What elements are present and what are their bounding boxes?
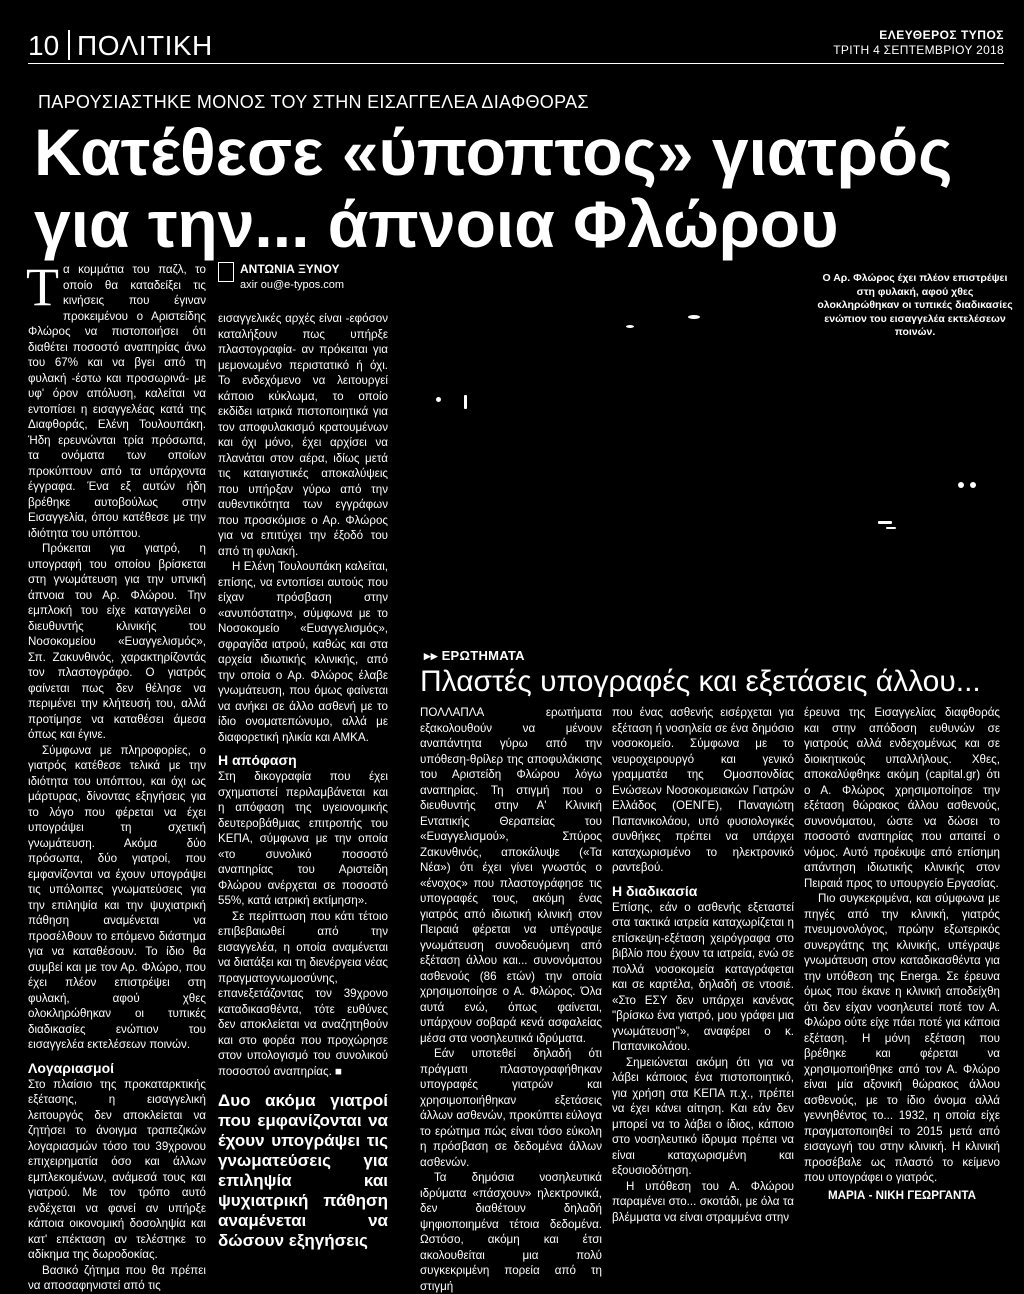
body-paragraph: Επίσης, εάν ο ασθενής εξεταστεί στα τακτικά ιατρεία καταχωρίζεται η επίσκεψη-εξέταση χειρόγραφα στο βιβλίο που έχουν τα ιατρεία, ενώ σε πολλά νοσοκομεία καταγράφεται και σε καρτέλα, δηλαδή σε ντοσιέ. «Στο ΕΣΥ δεν υπάρχει κανένας "βρίσκω ένα γιατρό, μου γράφει μια γνωμάτευση"», αναφέρει ο κ. Παπανικολάου.: [612, 900, 794, 1053]
section-title: ΠΟΛΙΤΙΚΗ: [77, 30, 213, 61]
sidebar-signature: ΜΑΡΙΑ - ΝΙΚΗ ΓΕΩΡΓΑΝΤΑ: [828, 1188, 976, 1202]
photo-highlight: [626, 325, 634, 328]
body-paragraph: που ένας ασθενής εισέρχεται για εξέταση ή νοσηλεία σε ένα δημόσιο νοσοκομείο. Σύμφωνα με το νευροχειρουργό και γενικό γραμματέα της Ομοσπονδίας Ενώσεων Νοσοκομειακών Γιατρών Ελλάδος (ΟΕΝΓΕ), Παναγιώτη Παπανικολάου, υπό φυσιολογικές συνθήκες πρέπει να υπάρχει καταχωρισμένο το ηλεκτρονικό ραντεβού.: [612, 706, 794, 874]
header-rule: [28, 63, 1004, 64]
issue-date: ΤΡΙΤΗ 4 ΣΕΠΤΕΜΒΡΙΟΥ 2018: [833, 43, 1004, 57]
sidebar-column-3: [804, 705, 1000, 1203]
headline-line-1: Κατέθεσε «ύποπτος» γιατρός: [34, 115, 953, 189]
page-number: 10: [28, 30, 60, 61]
photo-highlight: [688, 315, 700, 319]
body-paragraph: έρευνα της Εισαγγελίας διαφθοράς και στην απόδοση ευθυνών σε γιατρούς αλλά ενδεχομένως και σε διοικητικούς υπαλλήλους. Χθες, αποκαλύφθηκε ακόμη (capital.gr) ότι ο Α. Φλώρος χρησιμοποίησε την εξέταση θώρακος άλλου ασθενούς, συνονόματου, ώστε να δώσει το ποσοστό αναπηρίας που απαιτεί ο νόμος. Αυτό προέκυψε από επίσημη απάντηση ιδιωτικής κλινικής στον Πειραιά προς το υπουργείο Εργασίας.: [804, 706, 1000, 890]
sidebar-headline: Πλαστές υπογραφές και εξετάσεις άλλου...: [420, 665, 981, 698]
body-paragraph: Τα δημόσια νοσηλευτικά ιδρύματα «πάσχουν» ηλεκτρονικά, δεν διαθέτουν δηλαδή ψηφιοποιημένα τέτοια δεδομένα. Ωστόσο, ακόμη και έτσι ακολουθείται μια πολύ συγκεκριμένη πορεία από τη στιγμή: [420, 1171, 602, 1293]
sidebar-tag: ▸▸ ΕΡΩΤΗΜΑΤΑ: [424, 648, 525, 663]
body-paragraph: Στο πλαίσιο της προκαταρκτικής εξέτασης, η εισαγγελική λειτουργός δεν αποκλείεται να ζητήσει το άνοιγμα τραπεζικών λογαριασμών τόσο του 39χρονου επιχειρηματία όσο και άλλων εμπλεκομένων, ανάμεσά τους και γιατρού. Με τον τρόπο αυτό ενδέχεται να φανεί αν υπήρξε κάποια οικονομική δοσοληψία και κατ' επέκταση αν τελέστηκε το αδίκημα της δωροδοκίας.: [28, 1077, 206, 1261]
subheading: Η απόφαση: [218, 752, 297, 768]
article-column-1: [26, 257, 206, 1294]
photo-highlight: [436, 397, 441, 402]
pull-quote: Δυο ακόμα γιατροί που εμφανίζονται να έχουν υπογράψει τις γνωματεύσεις για επιληψία και ψυχιατρική πάθηση αναμένεται να δώσουν εξηγήσεις: [218, 1091, 388, 1250]
subheading: Η διαδικασία: [612, 882, 698, 899]
body-paragraph: Εάν υποτεθεί δηλαδή ότι πράγματι πλαστογραφήθηκαν υπογραφές γιατρών και χρησιμοποιήθηκαν εξετάσεις άλλων ασθενών, προκύπτει εύλογα το ερώτημα πώς είναι τόσο εύκολη η πρόσβαση σε δεδομένα άλλων ασθενών.: [420, 1047, 602, 1169]
photo-highlight: [970, 482, 976, 488]
body-paragraph: Στη δικογραφία που έχει σχηματιστεί περιλαμβάνεται και η απόφαση της υγειονομικής δευτεροβάθμιας επιτροπής του ΚΕΠΑ, σύμφωνα με την οποία «το συνολικό ποσοστό αναπηρίας του Αριστείδη Φλώρου ανέρχεται σε ποσοστό 55%, κατά ιατρική εκτίμηση».: [218, 770, 388, 907]
body-paragraph: Η υπόθεση του Α. Φλώρου παραμένει στο... σκοτάδι, με όλα τα βλέμματα να είναι στραμμένα στην: [612, 1179, 794, 1224]
body-paragraph: ΠΟΛΛΑΠΛΑ ερωτήματα εξακολουθούν να μένουν αναπάντητα γύρω από την υπόθεση-θρίλερ της αποφυλάκισης του Αριστείδη Φλώρου λόγω αναπηρίας. Τη στιγμή που ο διευθυντής στην Α' Κλινική Εντατικής Θεραπείας του «Ευαγγελισμού», Σπύρος Ζακυνθινός, αποκάλυψε («Τα Νέα») ότι έχει γίνει γνωστός ο «ένοχος» που πλαστογράφησε τις υπογραφές τους, ακόμη ένας γιατρός από ιδιωτική κλινική στον Πειραιά φέρεται να υπέγραψε γνωμάτευση συνοδευόμενη από εξέταση άλλου και... συνονόματου ασθενούς (86 ετών) την οποία χρησιμοποίησε ο Α. Φλώρος. Όλα αυτά ενώ, όπως φαίνεται, υπάρχουν σοβαρά κενά ασφαλείας μέσα στα νοσηλευτικά ιδρύματα.: [420, 706, 602, 1045]
drop-cap: Τ: [26, 257, 59, 317]
author-email: axir ou@e-typos.com: [240, 278, 345, 291]
body-paragraph: Σε περίπτωση που κάτι τέτοιο επιβεβαιωθεί από την εισαγγελέα, η οποία αναμένεται να διατάξει και τη διενέργεια νέας πραγματογνωμοσύνης, επανεξετάζοντας τον 39χρονο καταδικασθέντα, τότε ευθύνες δεν αποκλείεται να αναζητηθούν και στο φορέα που προχώρησε στον υπολογισμό του συνολικού ποσοστού αναπηρίας. ■: [218, 909, 388, 1078]
publication-name: ΕΛΕΥΘΕΡΟΣ ΤΥΠΟΣ: [879, 28, 1004, 42]
body-paragraph: Σύμφωνα με πληροφορίες, ο γιατρός κατέθεσε τελικά με την ιδιότητα του υπόπτου, και όχι ως μάρτυρας, δίνοντας εξηγήσεις για το λόγο που φέρεται να έχει υπογράψει τη σχετική γνωμάτευση. Ακόμα δύο πρόσωπα, δύο γιατροί, που εμφανίζονται να έχουν υπογράψει τις υπόλοιπες γνωματεύσεις για την επιληψία και την ψυχιατρική πάθηση αναμένεται να προσέλθουν το επόμενο διάστημα για να καταθέσουν. Το ίδιο θα συμβεί και με τον Αρ. Φλώρο, που έχει πλέον επιστρέψει στη φυλακή, αφού χθες ολοκληρώθηκαν οι τυπικές διαδικασίες ενώπιον του εισαγγελέα εκτελέσεων ποινών.: [28, 743, 206, 1051]
paragraph-text: α κομμάτια του παζλ, το οποίο θα καταδείξει τις κινήσεις που έγιναν προκειμένου ο Αριστείδης Φλώρος να πιστοποιήσει ότι διαθέτει ποσοστό αναπηρίας άνω του 67% και να βγει από τη φυλακή -έστω και προσωρινά- με υφ' όρον απόλυση, καλείται να εντοπίσει η εισαγγελέας κατά της Διαφθοράς, Ελένη Τουλουπάκη. Ήδη ερευνώνται τρία πρόσωπα, τα ονόματα των οποίων προκύπτουν από τα υπάρχοντα έγγραφα. Ένα εξ αυτών ήδη βρέθηκε αυτοβούλως στην Εισαγγελία, όπου κατέθεσε με την ιδιότητα του υπόπτου.: [28, 263, 206, 540]
article-overline: ΠΑΡΟΥΣΙΑΣΤΗΚΕ ΜΟΝΟΣ ΤΟΥ ΣΤΗΝ ΕΙΣΑΓΓΕΛΕΑ ΔΙΑΦΘΟΡΑΣ: [38, 92, 589, 112]
author-icon: [218, 262, 234, 282]
body-paragraph: εισαγγελικές αρχές είναι -εφόσον καταλήξουν πως υπήρξε πλαστογραφία- αν πρόκειται για μεμονωμένο περιστατικό ή όχι. Το ενδεχόμενο να λειτουργεί κάποιο κύκλωμα, το οποίο εκδίδει ιατρικά πιστοποιητικά για τον αποφυλακισμό κρατουμένων και όχι μόνο, έχει αρχίσει να πλανάται στον αέρα, ιδίως μετά τις καταιγιστικές αποκαλύψεις που υπήρξαν γύρω από την αυθεντικότητα των εγγράφων που προσκόμισε ο Αρ. Φλώρος για να επιτύχει την έξοδό του από τη φυλακή.: [218, 312, 388, 558]
header-divider: [68, 30, 70, 60]
body-paragraph: Η Ελένη Τουλουπάκη καλείται, επίσης, να εντοπίσει αυτούς που είχαν πρόσβαση στην «ανυπόστατη», σύμφωνα με το Νοσοκομείο «Ευαγγελισμός», σφραγίδα ιατρού, καθώς και στα αρχεία ιδιωτικής κλινικής, από την οποία ο Αρ. Φλώρος έλαβε γνωμάτευση, που όμως φαίνεται να ανήκει σε άλλο ασθενή με το ίδιο ονοματεπώνυμο, αλλά με διαφορετική ηλικία και ΑΜΚΑ.: [218, 560, 388, 744]
body-paragraph: [26, 257, 206, 541]
photo-highlight: [886, 527, 896, 529]
article-column-2: [218, 262, 388, 1251]
photo-highlight: [958, 482, 964, 488]
body-paragraph: Πρόκειται για γιατρό, η υπογραφή του οποίου βρίσκεται στη γνωμάτευση για την υπνική άπνοια του Αρ. Φλώρου. Την εμπλοκή του είχε καταγγείλει ο διευθυντής κλινικής του Νοσοκομείου «Ευαγγελισμός», Σπ. Ζακυνθινός, χαρακτηρίζοντάς τον πλαστογράφο. Ο γιατρός φαίνεται πως δεν θέλησε να περιμένει την κλήτευσή του, αλλά προτίμησε να καταθέσει άμεσα όπως και έγινε.: [28, 542, 206, 741]
author-byline: [218, 262, 388, 293]
photo-caption: Ο Αρ. Φλώρος έχει πλέον επιστρέψει στη φυλακή, αφού χθες ολοκληρώθηκαν οι τυπικές διαδικασίες ενώπιον του εισαγγελέα εκτελέσεων ποινών.: [817, 272, 1013, 338]
body-paragraph: Σημειώνεται ακόμη ότι για να λάβει κάποιος ένα πιστοποιητικό, για χρήση στα ΚΕΠΑ π.χ., πρέπει να έχει κάνει αίτηση. Και εάν δεν μπορεί να το λάβει ο ίδιος, κάποιο στο νοσηλευτικό ίδρυμα πρέπει να είναι καταχωρισμένη και εξουσιοδότηση.: [612, 1055, 794, 1177]
photo-highlight: [878, 521, 892, 524]
photo-highlight: [464, 395, 467, 409]
author-name: ΑΝΤΩΝΙΑ ΞΥΝΟΥ: [240, 262, 340, 276]
body-paragraph: Πιο συγκεκριμένα, και σύμφωνα με πηγές από την κλινική, γιατρός πνευμονολόγος, πρώην εξωτερικός συνεργάτης της κλινικής, υπέγραψε γνωμάτευση στον καταδικασθέντα για την υπόθεση της Energa. Σε έρευνα όμως που έκανε η κλινική αποδείχθη ότι δεν είχαν νοσηλευτεί ποτέ τον Α. Φλώρο ούτε είχε πάει ποτέ για κάποια εξέταση. Η μόνη εξέταση που βρέθηκε και φέρεται να χρησιμοποιήθηκε από τον Α. Φλώρο είναι μία αξονική θώρακος άλλου ασθενούς, με το ίδιο όνομα αλλά γεννηθέντος το... 1932, η οποία είχε πραγματοποιηθεί το 2015 μετά από εισαγωγή του στην κλινική. Η κλινική προσέβαλε ως πλαστό το κείμενο που υπογράφει ο γιατρός.: [804, 892, 1000, 1184]
headline-line-2: για την... άπνοια Φλώρου: [34, 187, 839, 261]
body-paragraph: Βασικό ζήτημα που θα πρέπει να αποσαφηνιστεί από τις: [28, 1263, 206, 1292]
subheading: Λογαριασμοί: [28, 1059, 115, 1076]
sidebar-column-1: [420, 705, 602, 1294]
sidebar-column-2: [612, 705, 794, 1225]
